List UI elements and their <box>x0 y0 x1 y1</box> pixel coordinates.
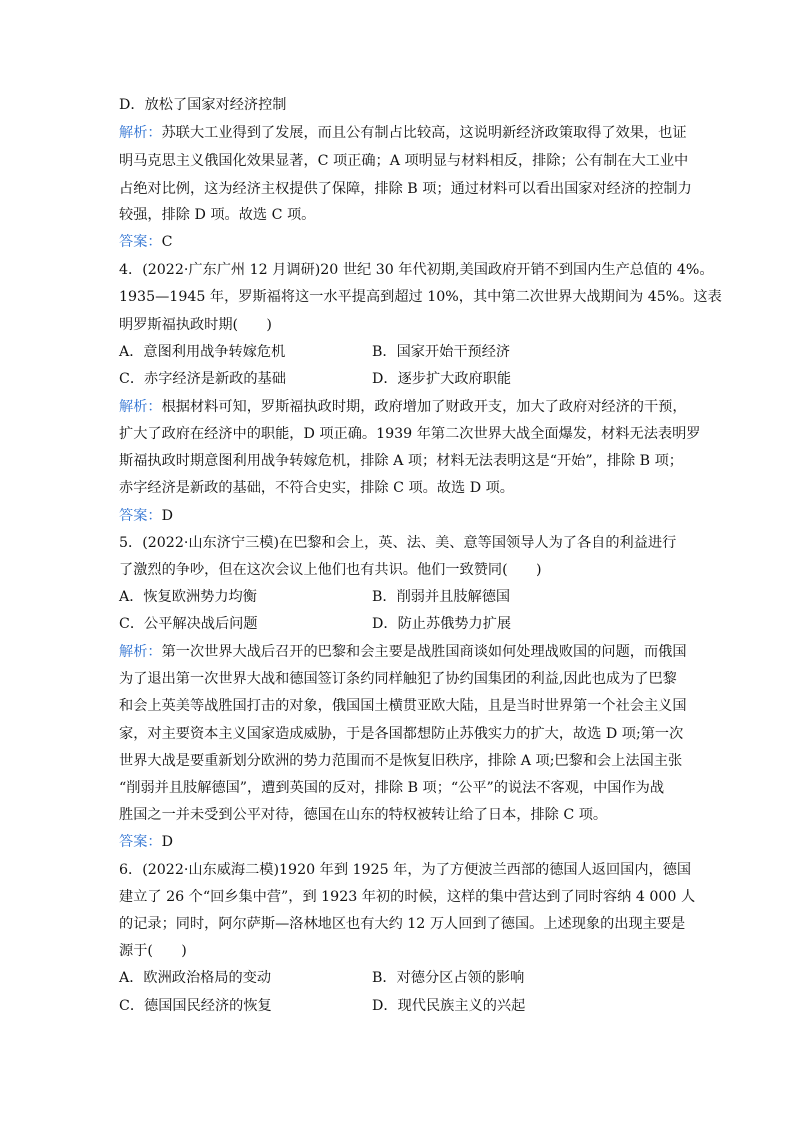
q5-stem-line-2: 了激烈的争吵，但在这次会议上他们也有共识。他们一致赞同( ) <box>119 562 542 578</box>
q4-analysis-line-1: 解析：根据材料可知，罗斯福执政时期，政府增加了财政开支，加大了政府对经济的干预， <box>119 399 687 415</box>
answer-label: 答案： <box>119 508 162 524</box>
q6-stem-line-2: 建立了 26 个“回乡集中营”，到 1923 年初的时候，这样的集中营达到了同时容纳 4 000 人 <box>119 889 696 905</box>
q5-analysis-line-2: 为了退出第一次世界大战和德国签订条约同样触犯了协约国集团的利益,因此也成为了巴黎 <box>119 671 677 687</box>
q6-stem-line-3: 的记录；同时，阿尔萨斯—洛林地区也有大约 12 万人回到了德国。上述现象的出现主要是 <box>119 916 686 932</box>
q6-option-a: A．欧洲政治格局的变动 <box>119 970 272 986</box>
q4-analysis-line-3: 斯福执政时期意图利用战争转嫁危机，排除 A 项；材料无法表明这是“开始”，排除 B 项； <box>119 453 683 469</box>
q5-option-a: A．恢复欧洲势力均衡 <box>119 589 257 605</box>
q5-analysis-line-6: “削弱并且肢解德国”，遭到英国的反对，排除 B 项；“公平”的说法不客观，中国作为战 <box>119 780 665 796</box>
q4-stem-line-2: 1935—1945 年，罗斯福将这一水平提高到超过 10%，其中第二次世界大战期间为 45%。这表 <box>119 289 722 305</box>
answer-value: D <box>161 508 173 524</box>
q6-option-b: B．对德分区占领的影响 <box>372 970 525 986</box>
q4-analysis-line-4: 赤字经济是新政的基础，不符合史实，排除 C 项。故选 D 项。 <box>119 480 514 496</box>
q5-option-d: D．防止苏俄势力扩展 <box>372 616 512 632</box>
answer-value: C <box>161 234 173 250</box>
q5-analysis-line-4: 家，对主要资本主义国家造成威胁，于是各国都想防止苏俄实力的扩大，故选 D 项;第一次 <box>119 726 684 742</box>
analysis-label: 解析： <box>119 644 162 660</box>
q4-option-c: C．赤字经济是新政的基础 <box>119 371 286 387</box>
q4-option-d: D．逐步扩大政府职能 <box>372 371 512 387</box>
q6-option-d: D．现代民族主义的兴起 <box>372 998 526 1014</box>
q4-stem-line-1: 4．(2022·广东广州 12 月调研)20 世纪 30 年代初期,美国政府开销不到国内生产总值的 4%。 <box>119 262 714 278</box>
q3-analysis-line-4: 较强，排除 D 项。故选 C 项。 <box>119 207 316 223</box>
q6-option-c: C．德国国民经济的恢复 <box>119 998 272 1014</box>
q6-stem-line-1: 6．(2022·山东威海二模)1920 年到 1925 年，为了方便波兰西部的德国人返回国内，德国 <box>119 862 692 878</box>
answer-label: 答案： <box>119 234 162 250</box>
q3-analysis-line-3: 占绝对比例，这为经济主权提供了保障，排除 B 项；通过材料可以看出国家对经济的控制力 <box>119 181 692 197</box>
q3-analysis-line-1: 解析：苏联大工业得到了发展，而且公有制占比较高，这说明新经济政策取得了效果，也证 <box>119 125 687 141</box>
q5-analysis-line-5: 世界大战是要重新划分欧洲的势力范围而不是恢复旧秩序，排除 A 项;巴黎和会上法国主张 <box>119 753 683 769</box>
q4-option-b: B．国家开始干预经济 <box>372 344 511 360</box>
q5-option-c: C．公平解决战后问题 <box>119 616 258 632</box>
q5-analysis-line-1: 解析：第一次世界大战后召开的巴黎和会主要是战胜国商谈如何处理战败国的问题，而俄国 <box>119 644 687 660</box>
q5-stem-line-1: 5．(2022·山东济宁三模)在巴黎和会上，英、法、美、意等国领导人为了各自的利益进行 <box>119 535 677 551</box>
answer-label: 答案： <box>119 834 162 850</box>
q3-option-d: D．放松了国家对经济控制 <box>119 97 287 113</box>
q6-stem-line-4: 源于( ) <box>119 943 187 959</box>
q3-analysis-line-2: 明马克思主义俄国化效果显著，C 项正确；A 项明显与材料相反，排除；公有制在大工业中 <box>119 153 689 169</box>
answer-value: D <box>161 834 173 850</box>
analysis-label: 解析： <box>119 399 162 415</box>
q4-analysis-line-2: 扩大了政府在经济中的职能，D 项正确。1939 年第二次世界大战全面爆发，材料无法表明罗 <box>119 426 701 442</box>
q4-option-a: A．意图利用战争转嫁危机 <box>119 344 286 360</box>
q4-answer <box>119 506 173 526</box>
q5-analysis-line-3: 和会上英美等战胜国打击的对象，俄国国土横贯亚欧大陆，且是当时世界第一个社会主义国 <box>119 698 687 714</box>
q3-answer <box>119 232 172 252</box>
q4-stem-line-3: 明罗斯福执政时期( ) <box>119 317 272 333</box>
q5-option-b: B．削弱并且肢解德国 <box>372 589 511 605</box>
q5-answer <box>119 832 173 852</box>
q5-analysis-line-7: 胜国之一并未受到公平对待，德国在山东的特权被转让给了日本，排除 C 项。 <box>119 807 608 823</box>
analysis-label: 解析： <box>119 125 162 141</box>
